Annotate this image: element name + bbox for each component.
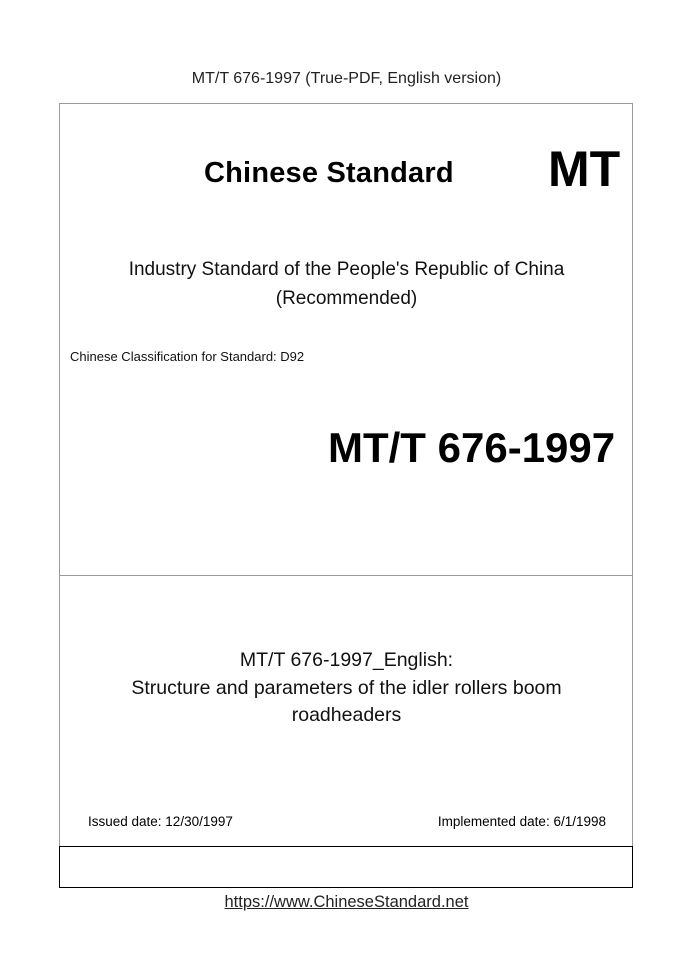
cover-bottom-panel bbox=[59, 846, 633, 888]
industry-standard-line: Industry Standard of the People's Republic of China bbox=[128, 259, 565, 280]
brand-title: Chinese Standard bbox=[204, 157, 454, 189]
website-link[interactable]: https://www.ChineseStandard.net bbox=[224, 893, 469, 911]
document-title-line-3: roadheaders bbox=[291, 704, 402, 726]
footer bbox=[0, 893, 693, 912]
classification-label: Chinese Classification for Standard: D92 bbox=[70, 349, 305, 364]
issued-date: Issued date: 12/30/1997 bbox=[88, 814, 233, 829]
document-title-line-2: Structure and parameters of the idler rollers boom bbox=[131, 677, 562, 699]
standard-number: MT/T 676-1997 bbox=[328, 424, 616, 471]
implemented-date: Implemented date: 6/1/1998 bbox=[437, 814, 606, 829]
document-title-code: MT/T 676-1997_English: bbox=[239, 649, 454, 671]
brand-mark: MT bbox=[548, 141, 621, 197]
page-header: MT/T 676-1997 (True-PDF, English version) bbox=[191, 70, 502, 87]
recommended-line: (Recommended) bbox=[275, 288, 418, 309]
